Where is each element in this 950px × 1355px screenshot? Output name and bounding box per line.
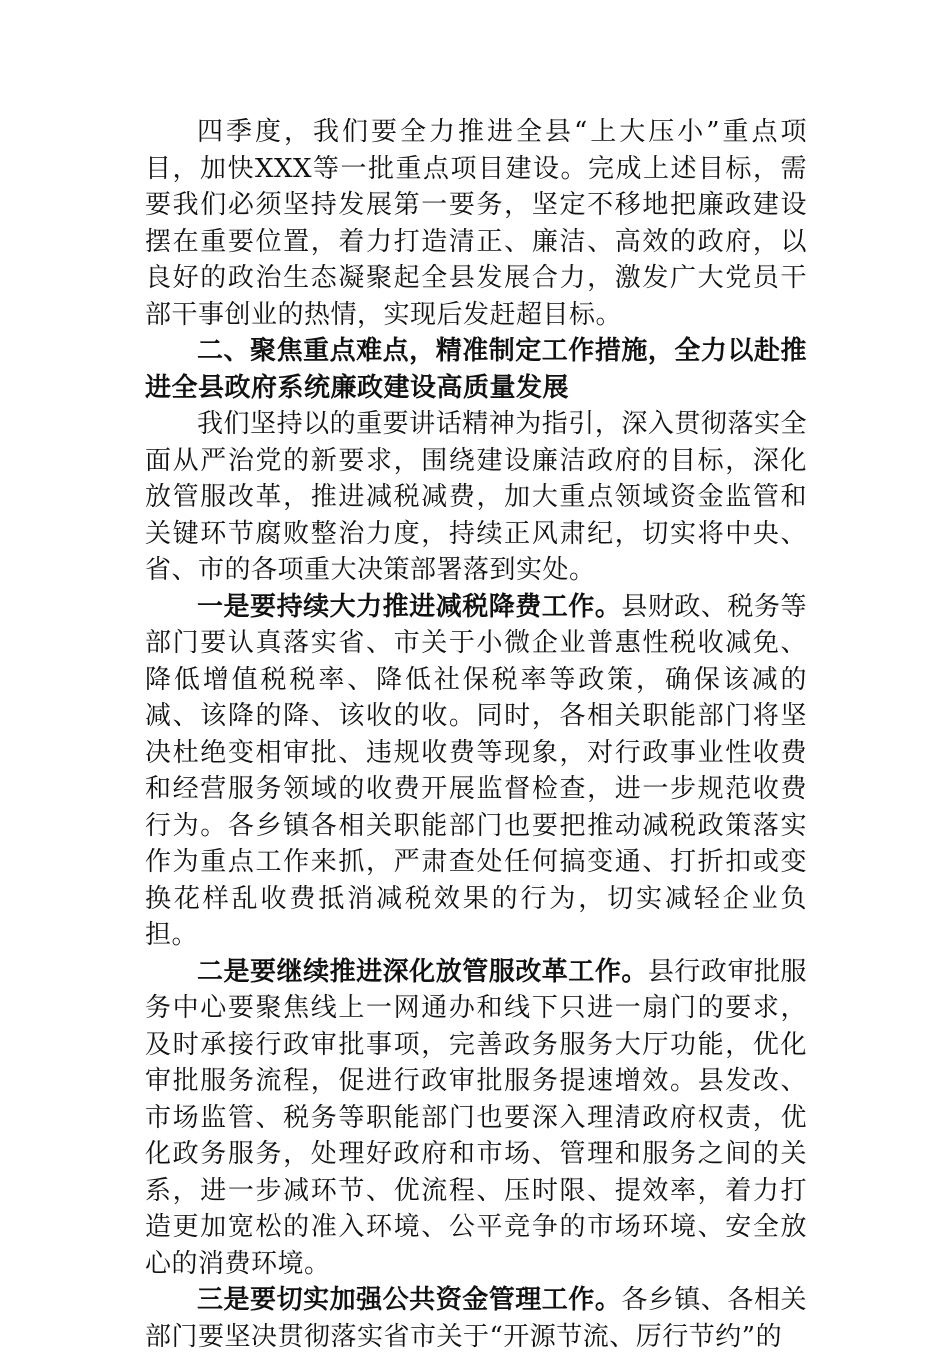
section-heading (145, 333, 807, 406)
paragraph-lead: 一是要持续大力推进减税降费工作。 (197, 591, 622, 622)
paragraph (145, 589, 807, 954)
paragraph-text: 县行政审批服务中心要聚焦线上一网通办和线下只进一扇门的要求，及时承接行政审批事项，完善政务服务大厅功能，优化审批服务流程，促进行政审批服务提速增效。县发改、市场监管、税务等职能部门也要深入理清政府权责，优化政务服务，处理好政府和市场、管理和服务之间的关系，进一步减环节、优流程、压时限、提效率，着力打造更加宽松的准入环境、公平竞争的市场环境、安全放心的消费环境。 (145, 956, 807, 1279)
paragraph (145, 406, 807, 589)
paragraph (145, 954, 807, 1283)
paragraph-text: 县财政、税务等部门要认真落实省、市关于小微企业普惠性税收减免、降低增值税税率、降低社保税率等政策，确保该减的减、该降的降、该收的收。同时，各相关职能部门将坚决杜绝变相审批、违规收费等现象，对行政事业性收费和经营服务领域的收费开展监督检查，进一步规范收费行为。各乡镇各相关职能部门也要把推动减税政策落实作为重点工作来抓，严肃查处任何搞变通、打折扣或变换花样乱收费抵消减税效果的行为，切实减轻企业负担。 (145, 591, 807, 950)
paragraph-lead: 三是要切实加强公共资金管理工作。 (197, 1285, 622, 1315)
paragraph-text: 我们坚持以的重要讲话精神为指引，深入贯彻落实全面从严治党的新要求，围绕建设廉洁政府的目标，深化放管服改革，推进减税减费，加大重点领域资金监管和关键环节腐败整治力度，持续正风肃纪，切实将中央、省、市的各项重大决策部署落到实处。 (145, 409, 807, 585)
paragraph (145, 1282, 807, 1355)
section-heading-text: 二、聚焦重点难点，精准制定工作措施，全力以赴推进全县政府系统廉政建设高质量发展 (145, 336, 807, 403)
paragraph (145, 114, 807, 333)
paragraph-text: 各乡镇、各相关部门要坚决贯彻落实省市关于“开源节流、厉行节约”的 (145, 1285, 807, 1352)
paragraph-text: 四季度，我们要全力推进全县“上大压小”重点项目，加快XXX等一批重点项目建设。完成上述目标，需要我们必须坚持发展第一要务，坚定不移地把廉政建设摆在重要位置，着力打造清正、廉洁、高效的政府，以良好的政治生态凝聚起全县发展合力，激发广大党员干部干事创业的热情，实现后发赶超目标。 (145, 117, 807, 330)
paragraph-lead: 二是要继续推进深化放管服改革工作。 (197, 956, 648, 987)
document-body (145, 114, 807, 1355)
